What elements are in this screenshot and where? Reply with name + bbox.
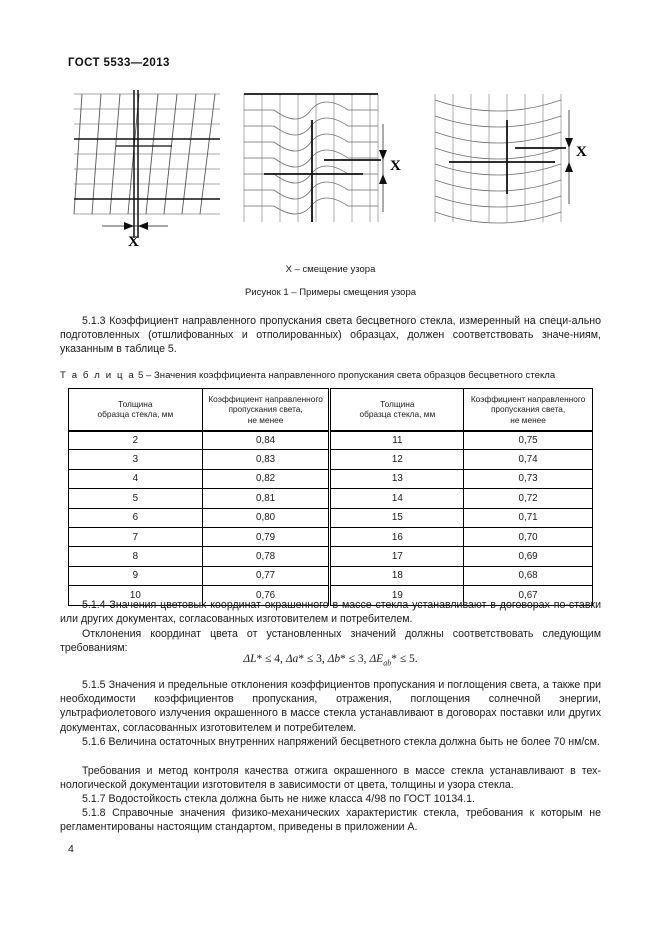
formula-delta-a: Δa (285, 653, 299, 665)
clause-5-1-8: 5.1.8 Справочные значения физико-механических характеристик стекла, требования к которым не регламентированы настоящим стандартом, приведены в приложении А. (60, 807, 601, 834)
clause-5-1-5: 5.1.5 Значения и предельные отклонения коэффициентов пропускания и поглощения света, а также при необходимости коэффициентов пропускания, отражения, поглощения солнечной энергии, ультрафиолетового излучения окрашенного в массе стекла устанавливают в договорах поставки или других документах, согласованных изготовителем и потребителем. (60, 679, 601, 734)
cell-coefficient-left: 0,81 (202, 489, 330, 508)
clause-5-1-3: 5.1.3 Коэффициент направленного пропускания света бесцветного стекла, измеренный на специ-ально подготовленных (отшлифованных и отполированных) образцах, должен соответствовать значе-ниям, указанным в таблице 5. (60, 315, 601, 356)
clause-5-1-6-second: Требования и метод контроля качества отжига окрашенного в массе стекла устанавливают в тех-нологической документации изготовителя в зависимости от цвета, толщины и узора стекла. (60, 765, 601, 792)
figure-caption: Рисунок 1 – Примеры смещения узора (244, 287, 417, 298)
figure-label-x-a: X (128, 234, 139, 250)
header-line: образца стекла, мм (97, 409, 174, 420)
table-row (69, 431, 593, 450)
table-row (69, 547, 593, 566)
cell-coefficient-right: 0,72 (464, 489, 593, 508)
cell-thickness-left: 10 (69, 586, 203, 605)
cell-coefficient-right: 0,69 (464, 547, 593, 566)
clause-5-1-4-first: 5.1.4 Значения цветовых координат окрашенного в массе стекла устанавливают в договорах по-ставки или других документах, согласованных изготовителем и потребителем. (60, 599, 601, 626)
cell-coefficient-left: 0,84 (202, 431, 330, 450)
cell-coefficient-left: 0,83 (202, 450, 330, 469)
figure-1-panel-c (423, 82, 598, 260)
cell-thickness-left: 6 (69, 508, 203, 527)
table-row (69, 566, 593, 585)
page-header-standard-number: ГОСТ 5533—2013 (68, 57, 170, 69)
column-header-coefficient-left (202, 389, 330, 431)
table-row (69, 450, 593, 469)
cell-thickness-left: 3 (69, 450, 203, 469)
cell-coefficient-left: 0,78 (202, 547, 330, 566)
cell-thickness-right: 15 (330, 508, 464, 527)
column-header-thickness-left (69, 389, 203, 431)
cell-thickness-left: 8 (69, 547, 203, 566)
formula-delta-L: ΔL (243, 653, 257, 665)
cell-thickness-left: 7 (69, 527, 203, 546)
table-header-row (69, 389, 593, 431)
figure-legend: X – смещение узора (285, 264, 376, 275)
pattern-shift-diagram-b (238, 82, 413, 260)
formula-delta-E: ΔE (369, 653, 384, 665)
cell-thickness-right: 12 (330, 450, 464, 469)
formula-delta-b: Δb (327, 653, 341, 665)
table-5 (68, 388, 593, 606)
cell-thickness-right: 11 (330, 431, 464, 450)
cell-coefficient-right: 0,71 (464, 508, 593, 527)
clause-5-1-4-second: Отклонения координат цвета от установленных значений должны соответствовать следующим требованиям: (60, 628, 601, 655)
figure-1-panel-b (238, 82, 413, 260)
cell-coefficient-right: 0,68 (464, 566, 593, 585)
header-line: Толщина (380, 398, 415, 409)
header-line: Коэффициент направленного (208, 393, 323, 404)
header-line: Толщина (118, 398, 153, 409)
cell-coefficient-left: 0,80 (202, 508, 330, 527)
cell-coefficient-right: 0,70 (464, 527, 593, 546)
table-5-caption (60, 370, 605, 381)
pattern-shift-diagram-c (423, 82, 598, 260)
cell-coefficient-right: 0,75 (464, 431, 593, 450)
cell-coefficient-right: 0,67 (464, 586, 593, 605)
header-line: пропускания света, (228, 404, 303, 414)
cell-thickness-right: 14 (330, 489, 464, 508)
cell-thickness-left: 4 (69, 469, 203, 488)
cell-thickness-right: 18 (330, 566, 464, 585)
cell-thickness-left: 5 (69, 489, 203, 508)
column-header-thickness-right (330, 389, 464, 431)
cell-coefficient-right: 0,73 (464, 469, 593, 488)
cell-thickness-left: 2 (69, 431, 203, 450)
pattern-shift-diagram-a (68, 82, 228, 260)
table-row (69, 469, 593, 488)
figure-label-x-c: X (576, 144, 587, 160)
table-caption-prefix: Т а б л и ц а (60, 370, 136, 381)
header-line: Коэффициент направленного (470, 393, 586, 404)
column-header-coefficient-right (464, 389, 593, 431)
cell-thickness-right: 13 (330, 469, 464, 488)
cell-coefficient-left: 0,77 (202, 566, 330, 585)
header-line: не менее (247, 414, 284, 425)
header-line: образца стекла, мм (359, 409, 436, 420)
table-row (69, 489, 593, 508)
table-row (69, 508, 593, 527)
clause-5-1-7: 5.1.7 Водостойкость стекла должна быть не ниже класса 4/98 по ГОСТ 10134.1. (82, 793, 475, 805)
table-caption-text: – Значения коэффициента направленного пропускания света образцов бесцветного стекла (145, 370, 556, 381)
cell-thickness-left: 9 (69, 566, 203, 585)
clause-5-1-6-first: 5.1.6 Величина остаточных внутренних напряжений бесцветного стекла должна быть не более 70 нм/см. (82, 736, 600, 748)
cell-coefficient-left: 0,82 (202, 469, 330, 488)
cell-thickness-right: 17 (330, 547, 464, 566)
color-deviation-formula: ΔL* ≤ 4, Δa* ≤ 3, Δb* ≤ 3, $\Delta E_{ab}* \le 5$. (243, 653, 418, 668)
table-caption-number: 5 (137, 370, 144, 381)
table-5-body (69, 431, 593, 606)
cell-thickness-right: 19 (330, 586, 464, 605)
figure-1-group (68, 82, 598, 260)
header-line: не менее (510, 414, 546, 425)
formula-delta-E-subscript: ab (383, 658, 392, 668)
table-5-header (69, 389, 593, 431)
cell-coefficient-left: 0,76 (202, 586, 330, 605)
page-number: 4 (68, 843, 74, 855)
figure-label-x-b: X (390, 158, 401, 174)
table-row (69, 527, 593, 546)
figure-1-panel-a (68, 82, 228, 260)
cell-coefficient-right: 0,74 (464, 450, 593, 469)
header-line: пропускания света, (490, 404, 566, 414)
cell-thickness-right: 16 (330, 527, 464, 546)
cell-coefficient-left: 0,79 (202, 527, 330, 546)
